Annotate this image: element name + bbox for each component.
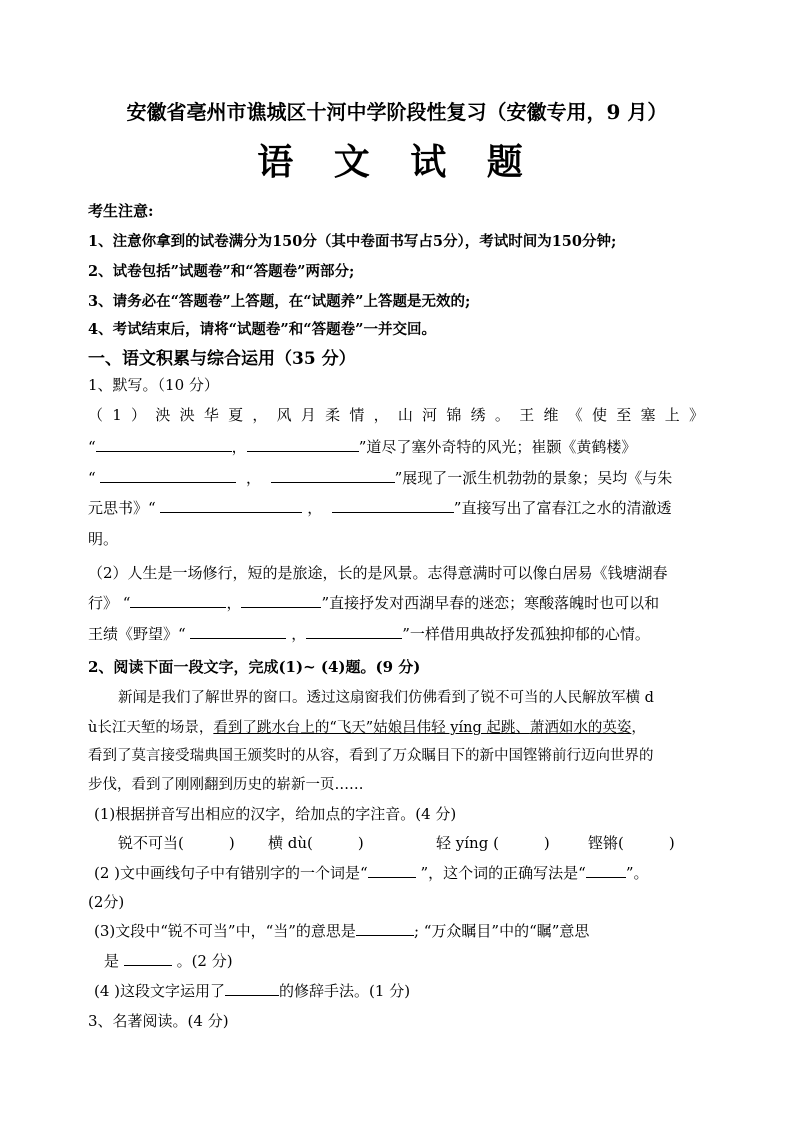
q2-sub4: (4 )这段文字运用了 的修辞手法。(1 分): [94, 982, 411, 1000]
passage-line: ù长江天堑的场景，看到了跳水台上的“飞天”姑娘吕伟轻 yíng 起跳、萧洒如水的英姿，: [88, 720, 646, 736]
q2-sub2-score: (2分): [88, 893, 125, 911]
q1-part1-line4: 元思书》“ ， ”直接写出了富春江之水的清澈透: [88, 499, 672, 517]
answer-blank[interactable]: [100, 468, 236, 483]
notice-heading: 考生注意:: [88, 202, 154, 220]
pinyin-item[interactable]: 横 dù( ): [268, 834, 364, 852]
answer-blank[interactable]: [225, 981, 279, 996]
pinyin-item[interactable]: 锐不可当( ): [118, 834, 235, 852]
underlined-sentence: 看到了跳水台上的“飞天”姑娘吕伟轻 yíng 起跳、: [213, 720, 530, 736]
notice-item: 2、试卷包括”试题卷”和“答题卷”两部分;: [88, 263, 355, 280]
answer-blank[interactable]: [96, 437, 232, 452]
answer-blank[interactable]: [160, 498, 302, 513]
notice-item: 4、考试结束后，请将“试题卷”和“答题卷”一并交回。: [88, 321, 436, 338]
q1-part1-line3: “ ， ”展现了一派生机勃勃的景象；吴均《与朱: [88, 469, 673, 487]
answer-blank[interactable]: [356, 921, 414, 936]
q1-part2-line1: （2）人生是一场修行，短的是旅途，长的是风景。志得意满时可以像白居易《钱塘湖春: [88, 564, 668, 582]
answer-blank[interactable]: [306, 624, 402, 639]
q1-part1-line1: （1）泱泱华夏，风月柔情，山河锦绣。王维《使至塞上》: [88, 406, 706, 424]
q1-part1-line5: 明。: [88, 530, 119, 548]
q2-sub3: (3)文段中“锐不可当”中，“当”的意思是 ; “万众瞩目”中的“瞩”意思: [94, 922, 590, 940]
answer-blank[interactable]: [332, 498, 454, 513]
notice-item: 1、注意你拿到的试卷满分为150分（其中卷面书写占5分），考试时间为150分钟;: [88, 233, 617, 250]
section-heading: 一、语文积累与综合运用（35 分）: [88, 349, 356, 369]
question-1-title: 1、默写。（10 分）: [88, 376, 219, 394]
q2-sub2: (2 )文中画线句子中有错别字的一个词是“ ”，这个词的正确写法是“ ”。: [94, 864, 649, 882]
q1-part2-line2: 行》 “ ， ”直接抒发对西湖早春的迷恋；寒酸落魄时也可以和: [88, 594, 660, 612]
passage-line: 看到了莫言接受瑞典国王颁奖时的从容，看到了万众瞩目下的新中国铿锵前行迈向世界的: [88, 748, 654, 764]
pinyin-item[interactable]: 轻 yíng ( ): [436, 834, 550, 852]
notice-item: 3、请务必在“答题卷”上答题，在“试题养”上答题是无效的;: [88, 293, 471, 310]
answer-blank[interactable]: [124, 951, 172, 966]
q2-sub3-line2: 是 。(2 分): [104, 952, 233, 970]
pinyin-item[interactable]: 铿锵( ): [588, 834, 675, 852]
answer-blank[interactable]: [241, 593, 321, 608]
q1-part2-line3: 王绩《野望》“ ， ”一样借用典故抒发孤独抑郁的心情。: [88, 625, 650, 643]
q2-sub1: (1)根据拼音写出相应的汉字，给加点的字注音。(4 分): [94, 805, 457, 823]
answer-blank[interactable]: [271, 468, 395, 483]
question-2-title: 2、阅读下面一段文字，完成(1)~ (4)题。(9 分): [88, 658, 421, 676]
answer-blank[interactable]: [368, 863, 416, 878]
passage-line: 步伐，看到了刚刚翻到历史的崭新一页……: [88, 777, 364, 793]
passage-line: 新闻是我们了解世界的窗口。透过这扇窗我们仿佛看到了锐不可当的人民解放军横 d: [118, 690, 654, 706]
underlined-sentence: 萧洒如水的英姿: [529, 720, 632, 736]
answer-blank[interactable]: [247, 437, 359, 452]
answer-blank[interactable]: [586, 863, 626, 878]
q1-part1-line2: “ ， ”道尽了塞外奇特的风光；崔颢《黄鹤楼》: [88, 438, 637, 456]
exam-subtitle: 安徽省亳州市谯城区十河中学阶段性复习（安徽专用，9 月）: [126, 100, 668, 124]
exam-title: 语 文 试 题: [257, 141, 537, 183]
question-3-title: 3、名著阅读。(4 分): [88, 1012, 229, 1030]
answer-blank[interactable]: [130, 593, 226, 608]
answer-blank[interactable]: [190, 624, 286, 639]
